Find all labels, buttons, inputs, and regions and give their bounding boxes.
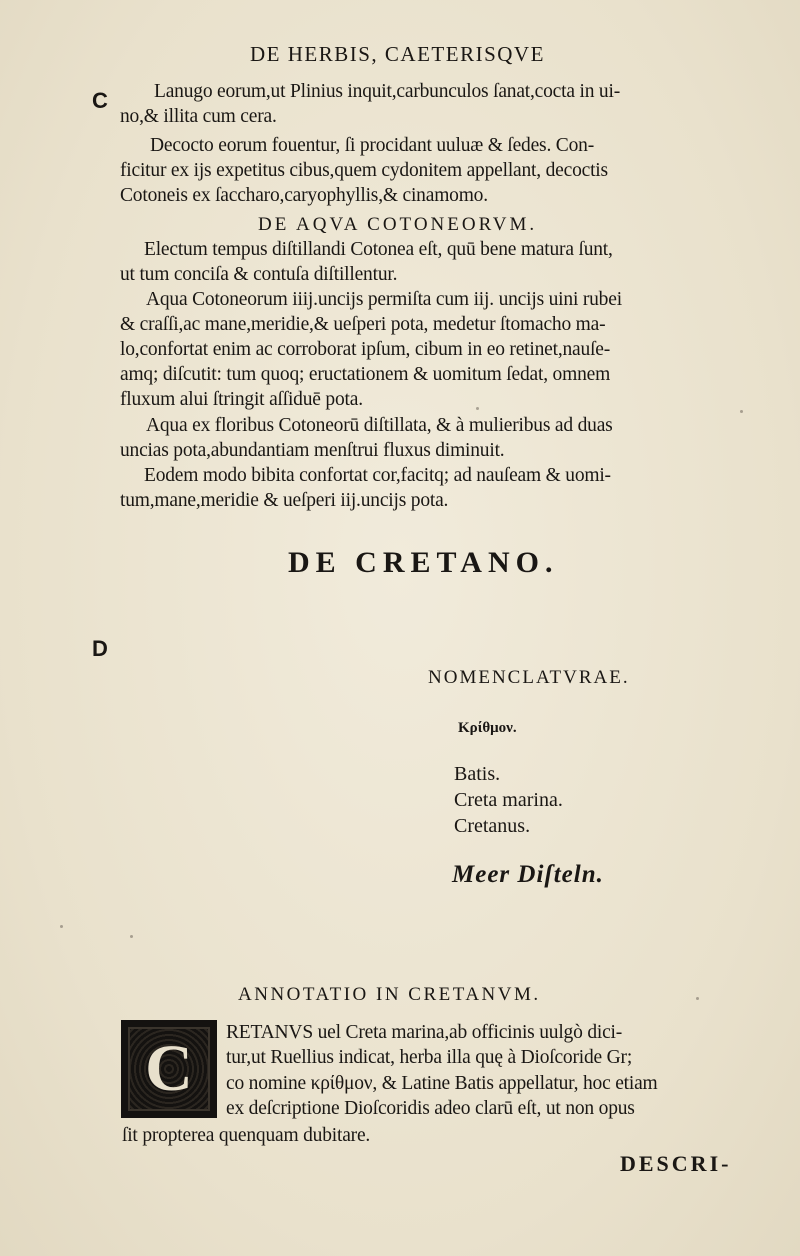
ink-speck	[696, 997, 699, 1000]
section1-line: amq; diſcutit: tum quoq; eructationem & uomitum ſedat, omnem	[120, 364, 611, 385]
section1-line: Aqua ex floribus Cotoneorū diſtillata, & à mulieribus ad duas	[146, 415, 613, 436]
annotation-heading: ANNOTATIO IN CRETANVM.	[238, 984, 541, 1005]
section1-line: Eodem modo bibita confortat cor,facitq; ad nauſeam & uomi-	[144, 465, 611, 486]
paragraph2-line: ficitur ex ijs expetitus cibus,quem cydonitem appellant, decoctis	[120, 160, 608, 181]
annotation-line: RETANVS uel Creta marina,ab officinis uulgò dici-	[226, 1022, 623, 1043]
annotation-line: ex deſcriptione Dioſcoridis adeo clarū eſt, ut non opus	[226, 1098, 635, 1119]
section2-heading: DE CRETANO.	[288, 546, 559, 579]
synonym: Creta marina.	[454, 789, 563, 811]
paragraph1-line: Lanugo eorum,ut Plinius inquit,carbunculos ſanat,cocta in ui-	[154, 81, 620, 102]
ink-speck	[60, 925, 63, 928]
section1-line: fluxum alui ſtringit aſſiduē pota.	[120, 389, 363, 410]
paragraph2-line: Cotoneis ex ſaccharo,caryophyllis,& cinamomo.	[120, 185, 488, 206]
initial-ornament	[128, 1027, 210, 1111]
decorated-initial	[121, 1020, 217, 1118]
ink-speck	[740, 410, 743, 413]
catchword: DESCRI-	[620, 1151, 732, 1176]
ink-speck	[476, 407, 479, 410]
section1-heading: DE AQVA COTONEORVM.	[258, 214, 538, 235]
section1-line: ut tum conciſa & contuſa diſtillentur.	[120, 264, 398, 285]
annotation-line: tur,ut Ruellius indicat, herba illa quę à Dioſcoride Gr;	[226, 1047, 633, 1068]
paragraph2-line: Decocto eorum fouentur, ſi procidant uuluæ & ſedes. Con-	[150, 135, 594, 156]
section1-line: & craſſi,ac mane,meridie,& ueſperi pota, medetur ſtomacho ma-	[120, 314, 606, 335]
paragraph1-line: no,& illita cum cera.	[120, 106, 277, 127]
section1-line: Aqua Cotoneorum iiij.uncijs permiſta cum iij. uncijs uini rubei	[146, 289, 622, 310]
section1-line: tum,mane,meridie & ueſperi iij.uncijs pota.	[120, 490, 449, 511]
synonym: Batis.	[454, 763, 501, 785]
drop-cap-letter: C	[145, 1032, 193, 1105]
margin-letter-d: D	[92, 636, 108, 661]
german-name: Meer Diſteln.	[452, 861, 604, 888]
synonym: Cretanus.	[454, 815, 531, 837]
nomenclature-heading: NOMENCLATVRAE.	[428, 667, 630, 688]
annotation-line: ſit propterea quenquam dubitare.	[122, 1125, 371, 1146]
annotation-line: co nomine κρίθμον, & Latine Batis appellatur, hoc etiam	[226, 1073, 658, 1094]
section1-line: lo,confortat enim ac corroborat ipſum, cibum in eo retinet,nauſe-	[120, 339, 611, 360]
margin-letter-c: C	[92, 88, 108, 113]
ink-speck	[130, 935, 133, 938]
running-head: DE HERBIS, CAETERISQVE	[250, 42, 545, 66]
section1-line: Electum tempus diſtillandi Cotonea eſt, quū bene matura ſunt,	[144, 239, 613, 260]
greek-name: Κρίθμον.	[458, 720, 517, 736]
section1-line: uncias pota,abundantiam menſtrui fluxus diminuit.	[120, 440, 505, 461]
